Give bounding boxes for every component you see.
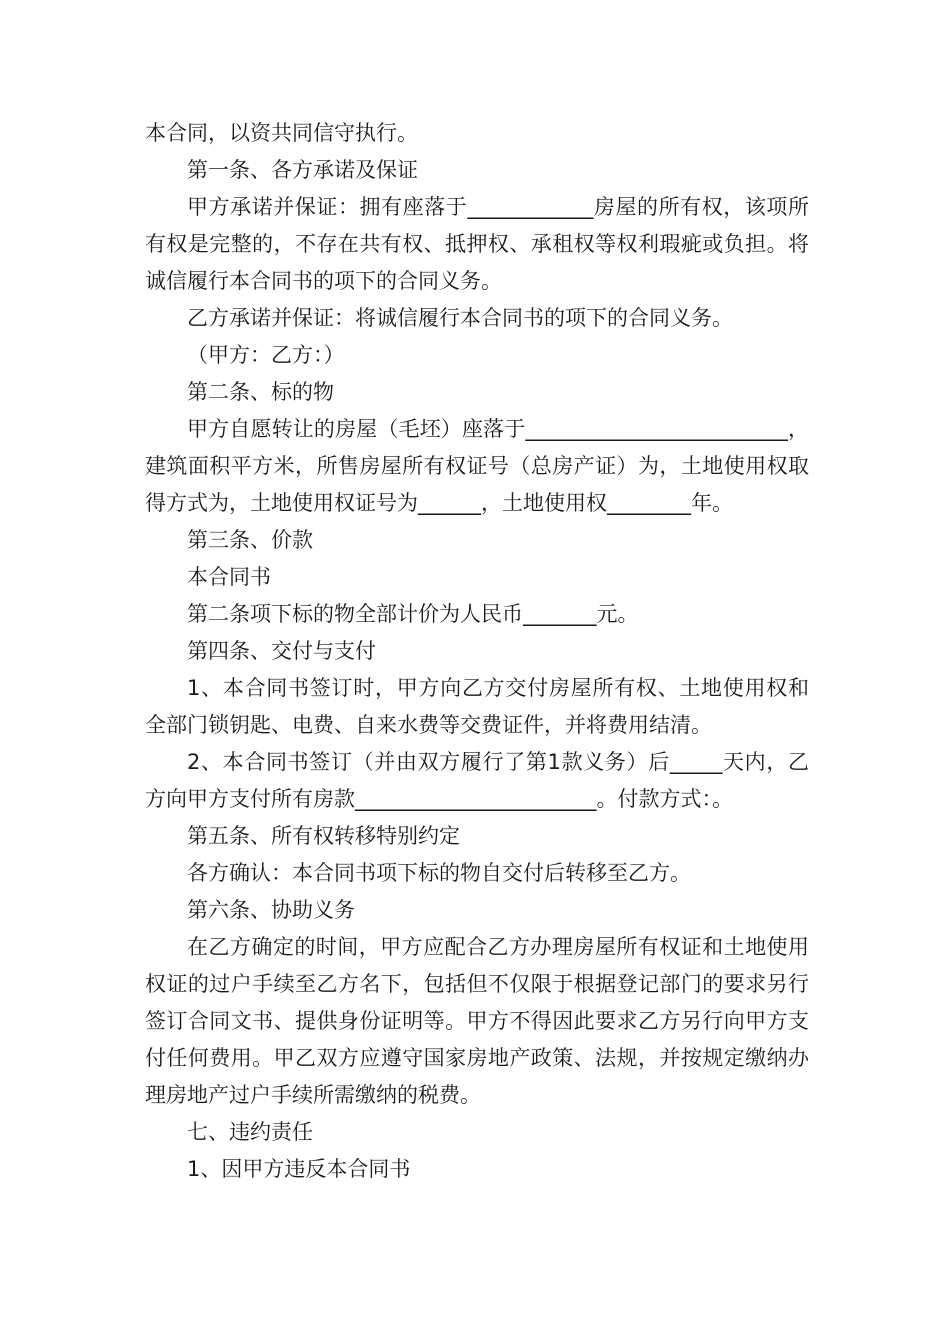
paragraph-party-a-warranty: 甲方承诺并保证：拥有座落于____________房屋的所有权，该项所有权是完整的，不存在共有权、抵押权、承租权等权利瑕疵或负担。将诚信履行本合同书的项下的合同义务。 — [145, 195, 809, 293]
paragraph-subject-matter: 甲方自愿转让的房屋（毛坯）座落于_________________________，建筑面积平方米，所售房屋所有权证号（总房产证）为，土地使用权取得方式为，土地使用权证号为______，土地使用权________年。 — [145, 417, 809, 515]
section-heading-6: 第六条、协助义务 — [187, 898, 355, 922]
paragraph-ownership-transfer: 各方确认：本合同书项下标的物自交付后转移至乙方。 — [187, 861, 691, 885]
paragraph-delivery-2: 2、本合同书签订（并由双方履行了第1款义务）后_____天内，乙方向甲方支付所有房款_______________________。付款方式：。 — [145, 750, 809, 811]
paragraph-party-b-warranty: 乙方承诺并保证：将诚信履行本合同书的项下的合同义务。 — [187, 306, 733, 330]
section-heading-5: 第五条、所有权转移特别约定 — [187, 824, 460, 848]
paragraph-price: 第二条项下标的物全部计价为人民币_______元。 — [187, 602, 639, 626]
paragraph-contract-ref: 本合同书 — [187, 565, 271, 589]
document-body — [145, 115, 809, 1188]
section-heading-4: 第四条、交付与支付 — [187, 639, 376, 663]
section-heading-2: 第二条、标的物 — [187, 380, 334, 404]
paragraph-continuation: 本合同，以资共同信守执行。 — [145, 121, 418, 145]
section-heading-1: 第一条、各方承诺及保证 — [187, 158, 418, 182]
paragraph-breach-1: 1、因甲方违反本合同书 — [187, 1157, 411, 1181]
section-heading-3: 第三条、价款 — [187, 528, 313, 552]
paragraph-delivery-1: 1、本合同书签订时，甲方向乙方交付房屋所有权、土地使用权和全部门锁钥匙、电费、自来水费等交费证件，并将费用结清。 — [145, 676, 809, 737]
paragraph-parties-note: （甲方：乙方：） — [187, 343, 345, 367]
section-heading-7: 七、违约责任 — [187, 1120, 313, 1144]
paragraph-assistance: 在乙方确定的时间，甲方应配合乙方办理房屋所有权证和土地使用权证的过户手续至乙方名下，包括但不仅限于根据登记部门的要求另行签订合同文书、提供身份证明等。甲方不得因此要求乙方另行向甲方支付任何费用。甲乙双方应遵守国家房地产政策、法规，并按规定缴纳办理房地产过户手续所需缴纳的税费。 — [145, 935, 809, 1107]
